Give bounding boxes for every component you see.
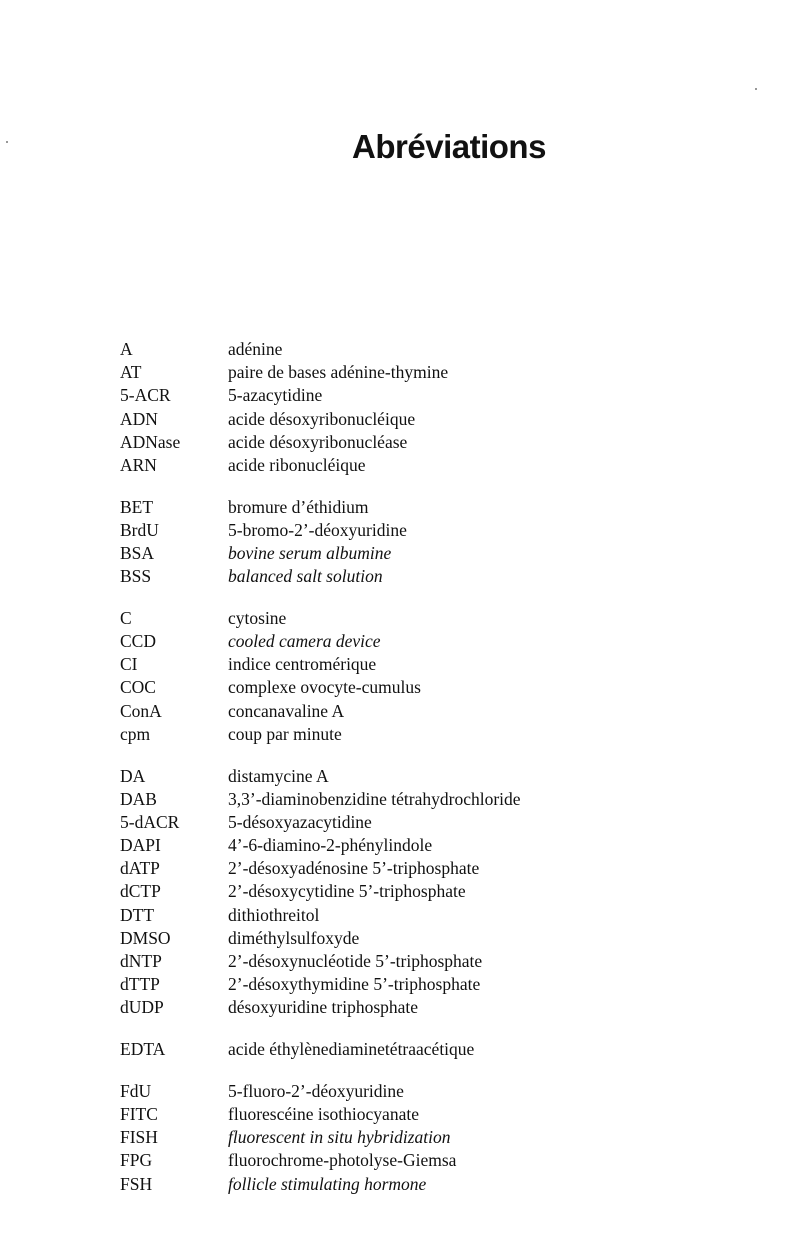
abbreviation-term: FdU (120, 1080, 152, 1101)
abbreviation-term: dTTP (120, 974, 160, 995)
abbreviation-definition: 3,3’-diaminobenzidine tétrahydrochloride (228, 788, 521, 809)
abbreviation-entry (120, 454, 521, 477)
abbreviation-definition: concanavaline A (228, 700, 345, 721)
abbreviation-definition: indice centromérique (228, 654, 377, 675)
abbreviation-definition: 2’-désoxynucléotide 5’-triphosphate (228, 951, 483, 971)
abbreviation-term: FPG (120, 1150, 153, 1171)
abbreviation-definition: 2’-désoxyadénosine 5’-triphosphate (228, 858, 480, 879)
abbreviation-group (120, 1080, 521, 1196)
abbreviation-entry (120, 1103, 521, 1126)
abbreviation-term: dATP (120, 858, 160, 879)
abbreviation-term: CCD (120, 631, 156, 652)
abbreviation-entry (120, 408, 521, 431)
abbreviation-term: DMSO (120, 927, 171, 948)
abbreviation-entry (120, 630, 521, 653)
abbreviation-group (120, 607, 521, 746)
abbreviation-definition: dithiothreitol (228, 904, 320, 925)
abbreviation-definition: 5-azacytidine (228, 385, 323, 406)
abbreviation-definition: acide éthylènediaminetétraacétique (228, 1039, 475, 1060)
abbreviation-entry (120, 904, 521, 927)
abbreviation-group (120, 338, 521, 477)
abbreviation-term: ADN (120, 408, 158, 429)
abbreviation-entry (120, 927, 521, 950)
abbreviation-group (120, 765, 521, 1020)
abbreviation-definition: acide ribonucléique (228, 454, 366, 475)
abbreviation-term: ARN (120, 454, 157, 475)
abbreviation-definition: désoxyuridine triphosphate (228, 997, 419, 1018)
abbreviation-term: DAB (120, 788, 157, 809)
abbreviation-term: ConA (120, 700, 162, 721)
abbreviation-term: EDTA (120, 1039, 166, 1060)
abbreviation-entry (120, 1038, 521, 1061)
abbreviation-entry (120, 857, 521, 880)
abbreviation-term: DA (120, 765, 146, 786)
abbreviation-list (120, 338, 521, 1214)
abbreviation-entry (120, 496, 521, 519)
abbreviation-term: 5-dACR (120, 811, 180, 832)
abbreviation-entry (120, 765, 521, 788)
abbreviation-definition: fluorescéine isothiocyanate (228, 1103, 419, 1124)
abbreviation-term: 5-ACR (120, 385, 171, 406)
page-title: Abréviations (352, 128, 546, 165)
abbreviation-definition: bromure d’éthidium (228, 496, 369, 517)
abbreviation-entry (120, 653, 521, 676)
abbreviation-definition: 4’-6-diamino-2-phénylindole (228, 835, 433, 856)
abbreviation-definition: balanced salt solution (228, 566, 383, 587)
abbreviation-term: COC (120, 677, 156, 698)
abbreviation-definition: cooled camera device (228, 631, 381, 652)
abbreviation-definition: 5-fluoro-2’-déoxyuridine (228, 1080, 404, 1101)
abbreviation-entry (120, 1080, 521, 1103)
abbreviation-term: BSA (120, 543, 155, 563)
abbreviation-definition: 2’-désoxythymidine 5’-triphosphate (228, 974, 481, 995)
abbreviation-entry (120, 834, 521, 857)
abbreviation-entry (120, 676, 521, 699)
abbreviation-definition: fluorescent in situ hybridization (228, 1127, 451, 1148)
abbreviation-term: ADNase (120, 431, 181, 452)
abbreviation-entry (120, 700, 521, 723)
abbreviation-term: cpm (120, 723, 151, 744)
abbreviation-definition: 5-désoxyazacytidine (228, 811, 372, 832)
abbreviation-entry (120, 973, 521, 996)
abbreviation-term: dNTP (120, 951, 162, 971)
abbreviation-entry (120, 431, 521, 454)
abbreviation-definition: fluorochrome-photolyse-Giemsa (228, 1150, 457, 1171)
abbreviation-term: BET (120, 496, 154, 517)
abbreviation-entry (120, 811, 521, 834)
abbreviation-entry (120, 788, 521, 811)
abbreviation-definition: distamycine A (228, 765, 329, 786)
abbreviation-entry (120, 996, 521, 1019)
abbreviation-group (120, 1038, 521, 1061)
abbreviation-definition: 2’-désoxycytidine 5’-triphosphate (228, 881, 466, 902)
abbreviation-entry (120, 880, 521, 903)
abbreviation-entry (120, 565, 521, 588)
abbreviation-entry (120, 950, 521, 973)
abbreviation-entry (120, 338, 521, 361)
abbreviation-term: FISH (120, 1127, 158, 1148)
abbreviation-entry (120, 384, 521, 407)
abbreviation-entry (120, 542, 521, 565)
abbreviation-definition: complexe ovocyte-cumulus (228, 677, 421, 698)
abbreviation-term: BrdU (120, 519, 159, 540)
abbreviation-term: dCTP (120, 881, 161, 902)
abbreviation-entry (120, 1173, 521, 1196)
abbreviation-definition: adénine (228, 339, 283, 359)
abbreviation-term: FITC (120, 1103, 158, 1124)
abbreviation-term: C (120, 607, 132, 628)
abbreviation-definition: follicle stimulating hormone (228, 1173, 427, 1194)
abbreviation-term: DAPI (120, 835, 161, 856)
abbreviation-definition: diméthylsulfoxyde (228, 927, 360, 948)
abbreviation-definition: bovine serum albumine (228, 543, 392, 563)
abbreviation-definition: cytosine (228, 607, 287, 628)
abbreviation-definition: paire de bases adénine-thymine (228, 362, 449, 383)
abbreviation-term: DTT (120, 904, 155, 925)
abbreviation-entry (120, 361, 521, 384)
abbreviation-entry (120, 1149, 521, 1172)
abbreviation-term: CI (120, 654, 138, 675)
abbreviation-definition: acide désoxyribonucléase (228, 431, 408, 452)
abbreviation-entry (120, 723, 521, 746)
abbreviation-term: dUDP (120, 997, 164, 1018)
abbreviation-entry (120, 519, 521, 542)
abbreviation-definition: coup par minute (228, 723, 342, 744)
abbreviation-term: BSS (120, 566, 152, 587)
scan-speck (755, 88, 757, 90)
abbreviation-entry (120, 1126, 521, 1149)
abbreviation-definition: acide désoxyribonucléique (228, 408, 416, 429)
abbreviation-term: FSH (120, 1173, 153, 1194)
abbreviation-term: A (120, 339, 133, 359)
abbreviation-entry (120, 607, 521, 630)
abbreviation-term: AT (120, 362, 142, 383)
abbreviation-definition: 5-bromo-2’-déoxyuridine (228, 519, 407, 540)
abbreviation-group (120, 496, 521, 589)
